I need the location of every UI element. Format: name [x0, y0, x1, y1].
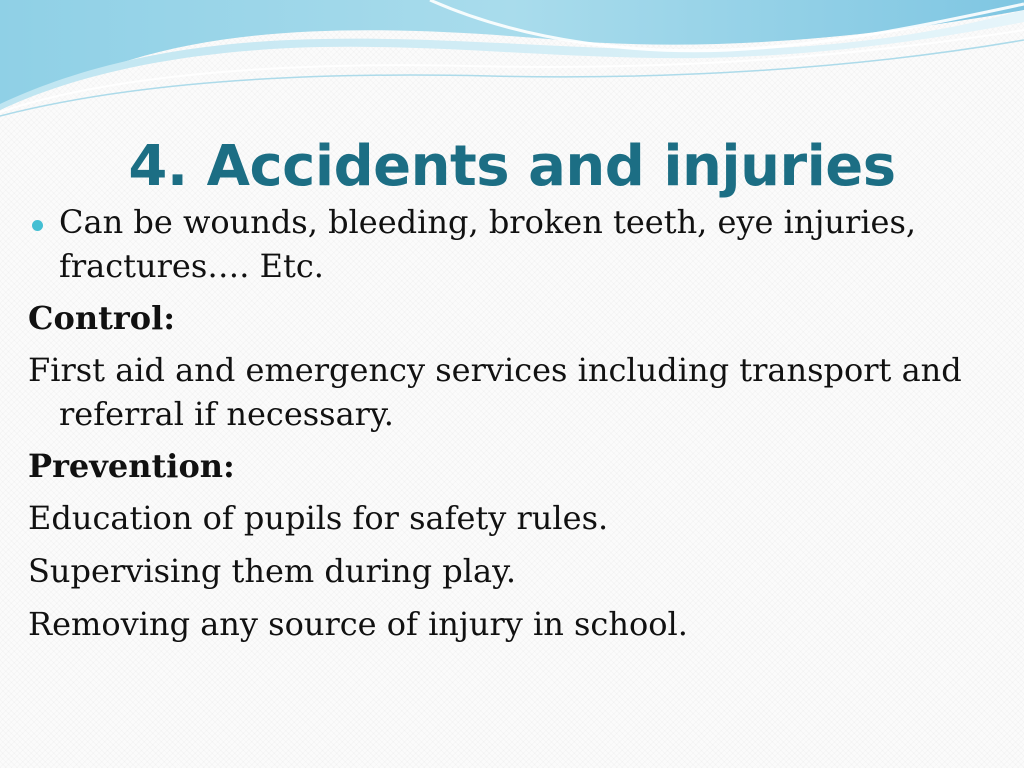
- control-heading: Control:: [28, 299, 176, 337]
- bullet-item: [28, 200, 988, 288]
- header-wave-decoration: [0, 0, 1024, 120]
- prevention-item: Supervising them during play.: [28, 552, 517, 590]
- bullet-text: Can be wounds, bleeding, broken teeth, eye injuries, fractures…. Etc.: [59, 203, 917, 285]
- bullet-icon: [32, 220, 43, 231]
- prevention-item: Removing any source of injury in school.: [28, 605, 688, 643]
- slide-title: 4. Accidents and injuries: [128, 134, 896, 199]
- slide-body: [28, 200, 988, 655]
- prevention-heading: Prevention:: [28, 447, 235, 485]
- control-text: First aid and emergency services including transport and referral if necessary.: [28, 351, 962, 433]
- prevention-item: Education of pupils for safety rules.: [28, 499, 609, 537]
